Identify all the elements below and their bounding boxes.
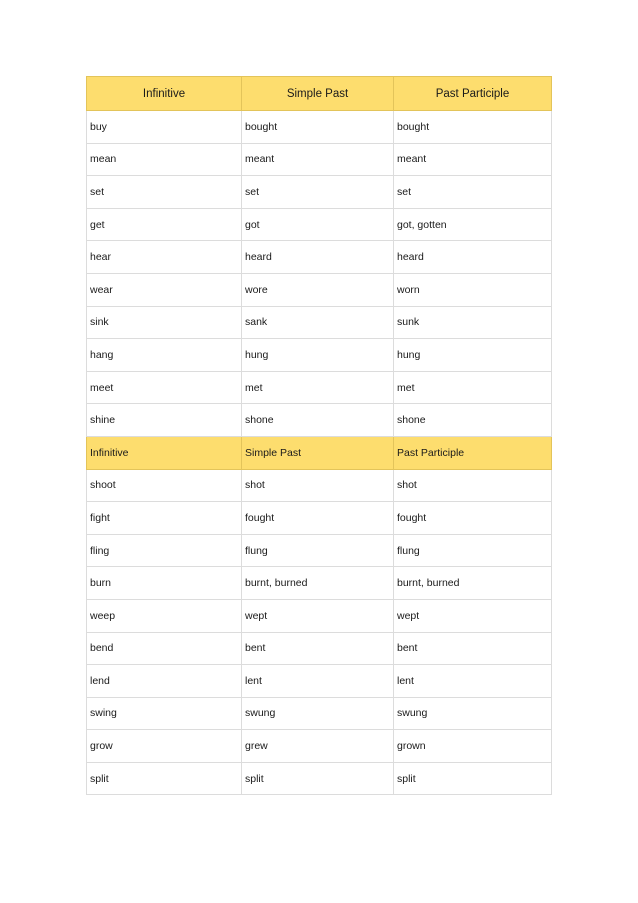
cell-simple-past: split xyxy=(242,762,394,795)
cell-simple-past: swung xyxy=(242,697,394,730)
cell-past-participle: lent xyxy=(394,665,552,698)
cell-simple-past: bought xyxy=(242,111,394,144)
cell-infinitive: hang xyxy=(87,339,242,372)
cell-past-participle: burnt, burned xyxy=(394,567,552,600)
table-row xyxy=(87,404,552,437)
table-row xyxy=(87,176,552,209)
cell-simple-past: meant xyxy=(242,143,394,176)
cell-past-participle: shot xyxy=(394,469,552,502)
cell-past-participle: met xyxy=(394,371,552,404)
header-infinitive: Infinitive xyxy=(87,77,242,111)
cell-infinitive: swing xyxy=(87,697,242,730)
cell-past-participle: wept xyxy=(394,599,552,632)
cell-past-participle: hung xyxy=(394,339,552,372)
cell-past-participle: meant xyxy=(394,143,552,176)
table-header-row xyxy=(87,77,552,111)
table-row xyxy=(87,306,552,339)
table-row xyxy=(87,697,552,730)
table-row xyxy=(87,241,552,274)
table-row xyxy=(87,469,552,502)
cell-simple-past: bent xyxy=(242,632,394,665)
subheader-simple-past: Simple Past xyxy=(242,436,394,469)
table-row xyxy=(87,632,552,665)
cell-simple-past: grew xyxy=(242,730,394,763)
cell-infinitive: get xyxy=(87,208,242,241)
table-row xyxy=(87,371,552,404)
table-subheader-row xyxy=(87,436,552,469)
cell-past-participle: set xyxy=(394,176,552,209)
cell-infinitive: sink xyxy=(87,306,242,339)
cell-infinitive: fight xyxy=(87,502,242,535)
cell-infinitive: meet xyxy=(87,371,242,404)
irregular-verbs-table xyxy=(86,76,552,795)
cell-simple-past: burnt, burned xyxy=(242,567,394,600)
cell-past-participle: bought xyxy=(394,111,552,144)
cell-past-participle: grown xyxy=(394,730,552,763)
table-row xyxy=(87,730,552,763)
cell-simple-past: got xyxy=(242,208,394,241)
cell-simple-past: wept xyxy=(242,599,394,632)
table-row xyxy=(87,534,552,567)
cell-infinitive: weep xyxy=(87,599,242,632)
cell-simple-past: flung xyxy=(242,534,394,567)
cell-infinitive: burn xyxy=(87,567,242,600)
table-row xyxy=(87,599,552,632)
cell-simple-past: set xyxy=(242,176,394,209)
cell-simple-past: heard xyxy=(242,241,394,274)
cell-infinitive: wear xyxy=(87,273,242,306)
cell-past-participle: flung xyxy=(394,534,552,567)
cell-infinitive: fling xyxy=(87,534,242,567)
cell-infinitive: bend xyxy=(87,632,242,665)
header-simple-past: Simple Past xyxy=(242,77,394,111)
cell-simple-past: fought xyxy=(242,502,394,535)
cell-simple-past: lent xyxy=(242,665,394,698)
header-past-participle: Past Participle xyxy=(394,77,552,111)
subheader-past-participle: Past Participle xyxy=(394,436,552,469)
cell-simple-past: shot xyxy=(242,469,394,502)
cell-simple-past: met xyxy=(242,371,394,404)
cell-infinitive: shine xyxy=(87,404,242,437)
cell-simple-past: wore xyxy=(242,273,394,306)
cell-past-participle: split xyxy=(394,762,552,795)
cell-past-participle: sunk xyxy=(394,306,552,339)
cell-infinitive: buy xyxy=(87,111,242,144)
table-row xyxy=(87,567,552,600)
cell-infinitive: mean xyxy=(87,143,242,176)
cell-infinitive: grow xyxy=(87,730,242,763)
cell-past-participle: swung xyxy=(394,697,552,730)
table-row xyxy=(87,273,552,306)
cell-infinitive: set xyxy=(87,176,242,209)
cell-infinitive: shoot xyxy=(87,469,242,502)
cell-past-participle: fought xyxy=(394,502,552,535)
table-row xyxy=(87,111,552,144)
cell-simple-past: hung xyxy=(242,339,394,372)
cell-infinitive: split xyxy=(87,762,242,795)
cell-infinitive: hear xyxy=(87,241,242,274)
cell-simple-past: shone xyxy=(242,404,394,437)
table-row xyxy=(87,502,552,535)
table-row xyxy=(87,665,552,698)
cell-past-participle: worn xyxy=(394,273,552,306)
subheader-infinitive: Infinitive xyxy=(87,436,242,469)
cell-simple-past: sank xyxy=(242,306,394,339)
cell-past-participle: shone xyxy=(394,404,552,437)
table-row xyxy=(87,143,552,176)
cell-past-participle: bent xyxy=(394,632,552,665)
table-row xyxy=(87,762,552,795)
cell-infinitive: lend xyxy=(87,665,242,698)
cell-past-participle: got, gotten xyxy=(394,208,552,241)
table-row xyxy=(87,208,552,241)
cell-past-participle: heard xyxy=(394,241,552,274)
table-row xyxy=(87,339,552,372)
